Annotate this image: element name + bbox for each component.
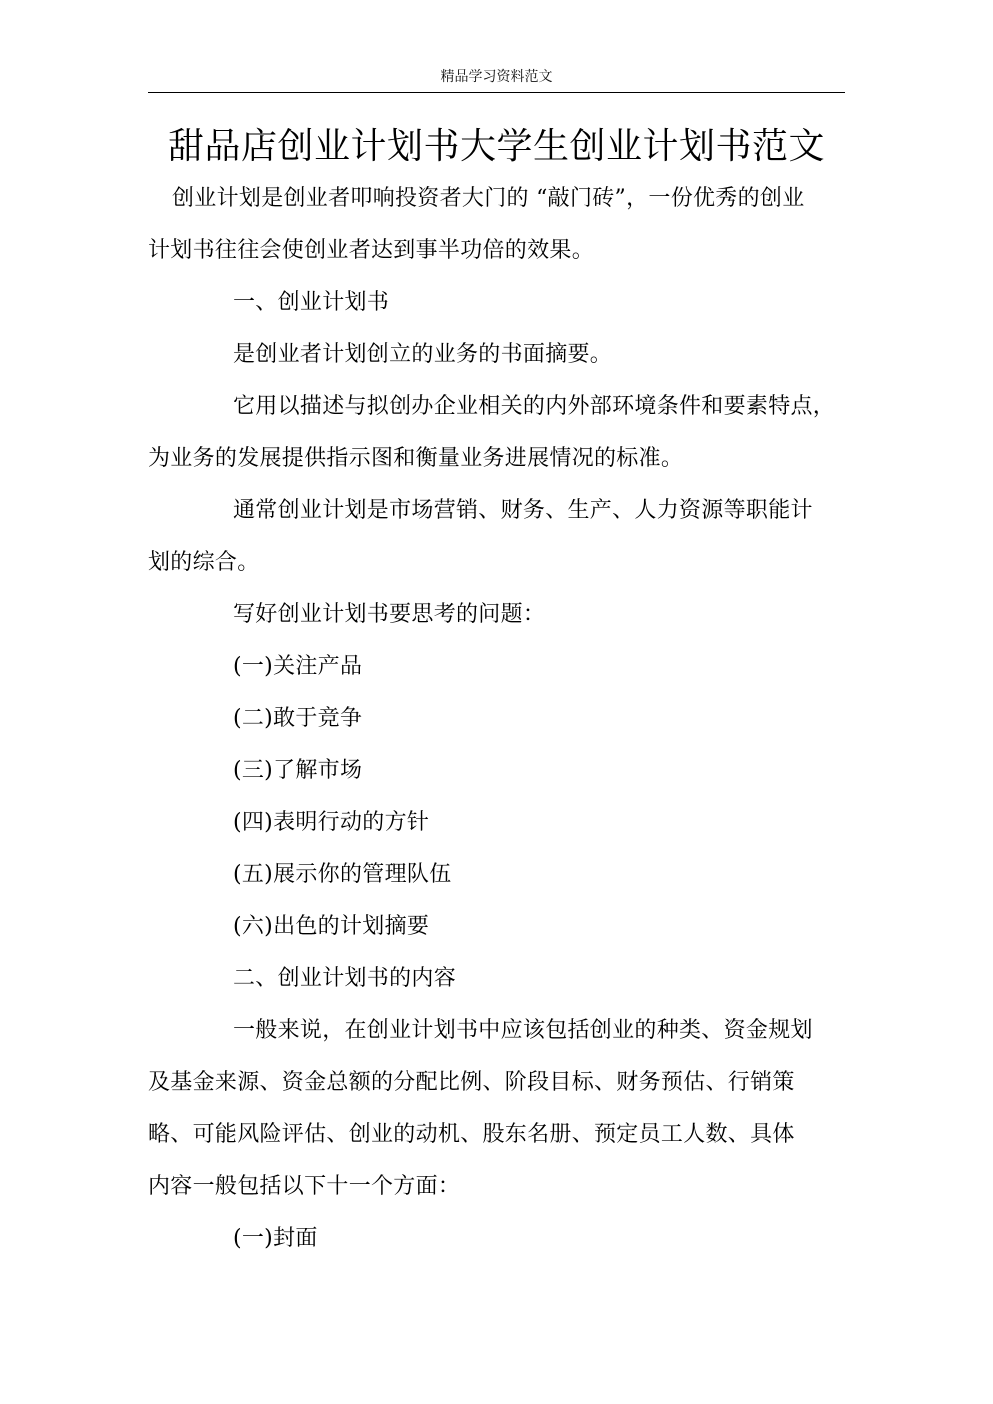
list-item: (三)了解市场 (233, 758, 363, 783)
paragraph-line: 是创业者计划创立的业务的书面摘要。 (233, 342, 613, 367)
header-divider (148, 92, 845, 93)
paragraph-line: 通常创业计划是市场营销、财务、生产、人力资源等职能计 (233, 498, 813, 523)
document-title: 甜品店创业计划书大学生创业计划书范文 (167, 126, 825, 167)
paragraph-line: 为业务的发展提供指示图和衡量业务进展情况的标准。 (148, 446, 684, 471)
intro-paragraph-line-2: 计划书往往会使创业者达到事半功倍的效果。 (148, 238, 595, 263)
section-heading-2: 二、创业计划书的内容 (233, 966, 457, 991)
list-item: (五)展示你的管理队伍 (233, 862, 452, 887)
list-item: (六)出色的计划摘要 (233, 914, 430, 939)
intro-paragraph-line-1: 创业计划是创业者叩响投资者大门的 “敲门砖”，一份优秀的创业 (172, 186, 805, 211)
paragraph-line: 写好创业计划书要思考的问题： (233, 602, 546, 627)
list-item: (四)表明行动的方针 (233, 810, 430, 835)
list-item: (二)敢于竞争 (233, 706, 363, 731)
paragraph-line: 它用以描述与拟创办企业相关的内外部环境条件和要素特点， (233, 394, 836, 419)
list-item: (一)关注产品 (233, 654, 363, 679)
paragraph-line: 内容一般包括以下十一个方面： (148, 1174, 461, 1199)
page-header: 精品学习资料范文 (440, 69, 553, 85)
list-item: (一)封面 (233, 1226, 318, 1251)
paragraph-line: 划的综合。 (148, 550, 260, 575)
paragraph-line: 及基金来源、资金总额的分配比例、阶段目标、财务预估、行销策 (148, 1070, 795, 1095)
paragraph-line: 一般来说，在创业计划书中应该包括创业的种类、资金规划 (233, 1018, 813, 1043)
section-heading-1: 一、创业计划书 (233, 290, 390, 315)
paragraph-line: 略、可能风险评估、创业的动机、股东名册、预定员工人数、具体 (148, 1122, 795, 1147)
